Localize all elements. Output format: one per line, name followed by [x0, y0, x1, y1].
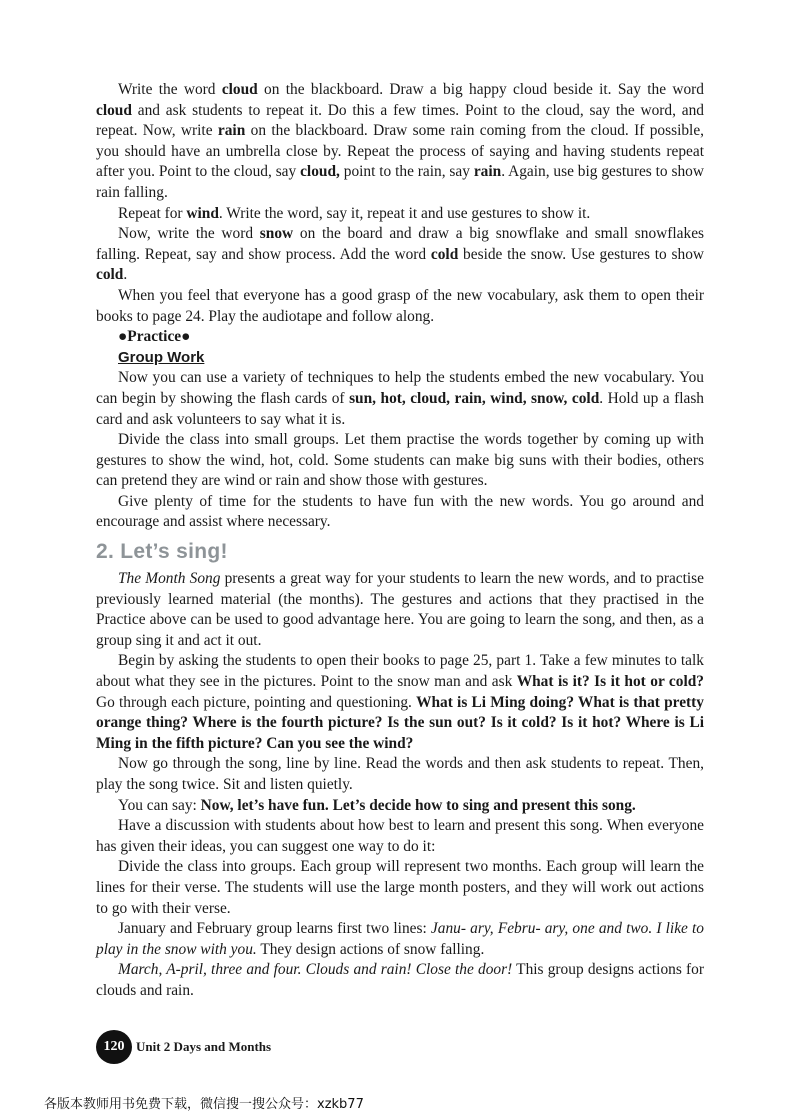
text: on the blackboard. Draw some rain coming from the cloud. If possible, you should have an umbrella close by. Repeat the process of saying and having students repeat after you. Point to the cloud, say	[96, 122, 704, 181]
paragraph-month-song	[96, 569, 704, 651]
text: Now, write the word	[118, 225, 260, 243]
page-number-badge: 120	[96, 1030, 132, 1064]
bold-word: cloud	[96, 101, 132, 119]
bold-quote: Now, let’s have fun. Let’s decide how to sing and present this song.	[200, 796, 636, 814]
download-watermark: 各版本教师用书免费下载，微信搜一搜公众号：xzkb77	[44, 1097, 364, 1112]
text: They design actions of snow falling.	[256, 940, 485, 958]
bold-word: cloud	[221, 81, 258, 98]
text: point to the rain, say	[339, 163, 474, 181]
bold-word: cold	[96, 266, 124, 284]
paragraph-pictures	[96, 651, 704, 754]
section-title: 2. Let’s sing!	[96, 540, 228, 564]
page-footer	[96, 1030, 271, 1064]
text: .	[123, 266, 128, 284]
song-title: The Month Song	[118, 570, 221, 588]
bold-question: What is it? Is it hot or cold?	[516, 673, 704, 691]
text: . Hold up a flash card and ask volunteers to say what it is.	[96, 389, 705, 428]
paragraph-wind	[96, 204, 704, 225]
paragraph-march-april	[96, 960, 704, 1001]
text: Now you can use a variety of techniques to help the students embed the new vocabulary. You can begin by showing the flash cards of	[96, 369, 704, 407]
paragraph-discussion: Have a discussion with students about how best to learn and present this song. When everyone has given their ideas, you can suggest one way to do it:	[96, 817, 704, 855]
text: and ask students to repeat it. Do this a few times. Point to the cloud, say the word, and repeat. Now, write	[96, 101, 704, 140]
lyric: March, A-pril, three and four. Clouds and rain! Close the door!	[118, 961, 513, 979]
bold-word: rain	[217, 122, 246, 140]
group-work-heading: Group Work	[118, 348, 205, 366]
text: presents a great way for your students to learn the new words, and to practise previously learned material (the months). The gestures and actions that they practised in the Practice above can be used to good advantage here. You are going to learn the song, and then, as a group sing it and act it out.	[96, 570, 704, 649]
practice-heading: ●Practice●	[118, 328, 191, 346]
bold-word: sun, hot, cloud, rain, wind, snow, cold	[349, 389, 600, 407]
text: beside the snow. Use gestures to show	[458, 245, 704, 263]
text: . Write the word, say it, repeat it and use gestures to show it.	[218, 204, 591, 222]
text: on the blackboard. Draw a big happy cloud beside it. Say the word	[257, 81, 704, 98]
paragraph-cloud-rain	[96, 80, 704, 204]
bold-question: What is Li Ming doing? What is that pretty orange thing? Where is the fourth picture? Is the sun out? Is it cold? Is it hot? Where is Li Ming in the fifth picture? Can you see the wind?	[96, 693, 704, 752]
text: on the board and draw a big snowflake and small snowflakes falling. Repeat, say and show process. Add the word	[96, 225, 705, 263]
page-content	[96, 80, 704, 1002]
lyric: Janu- ary, Febru- ary, one and two. I like to play in the snow with you.	[96, 920, 704, 958]
bold-word: cloud,	[300, 163, 340, 181]
bold-word: rain	[473, 163, 502, 181]
paragraph-snow	[96, 224, 704, 286]
text: You can say:	[118, 796, 201, 814]
text: Repeat for	[118, 204, 187, 222]
bold-word: wind	[186, 204, 219, 222]
bold-word: cold	[430, 245, 459, 263]
bold-word: snow	[259, 225, 294, 243]
text: . Again, use big gestures to show rain falling.	[96, 163, 704, 201]
unit-label: Unit 2 Days and Months	[136, 1039, 272, 1054]
paragraph-january-february	[96, 919, 704, 960]
paragraph-you-can-say	[96, 796, 704, 817]
paragraph-divide-groups: Divide the class into groups. Each group will represent two months. Each group will learn the lines for their verse. The students will use the large month posters, and they will work out actions to go with their verse.	[96, 858, 704, 917]
paragraph-small-groups: Divide the class into small groups. Let them practise the words together by coming up with gestures to show the wind, hot, cold. Some students can make big suns with their bodies, others can pretend they are wind or rain and show those with gestures.	[96, 431, 704, 490]
paragraph-line-by-line: Now go through the song, line by line. Read the words and then ask students to repeat. Then, play the song twice. Sit and listen quietly.	[96, 755, 704, 793]
paragraph-plenty-time: Give plenty of time for the students to have fun with the new words. You go around and encourage and assist where necessary.	[96, 492, 704, 531]
text: Write the word	[118, 81, 222, 98]
text: January and February group learns first two lines:	[118, 920, 431, 938]
text: Begin by asking the students to open their books to page 25, part 1. Take a few minutes to talk about what they see in the pictures. Point to the snow man and ask	[96, 652, 704, 691]
paragraph-open-books: When you feel that everyone has a good grasp of the new vocabulary, ask them to open their books to page 24. Play the audiotape and follow along.	[96, 286, 704, 325]
text: Go through each picture, pointing and questioning.	[96, 693, 417, 711]
text: This group designs actions for clouds and rain.	[96, 961, 704, 999]
paragraph-flash-cards	[96, 368, 704, 430]
